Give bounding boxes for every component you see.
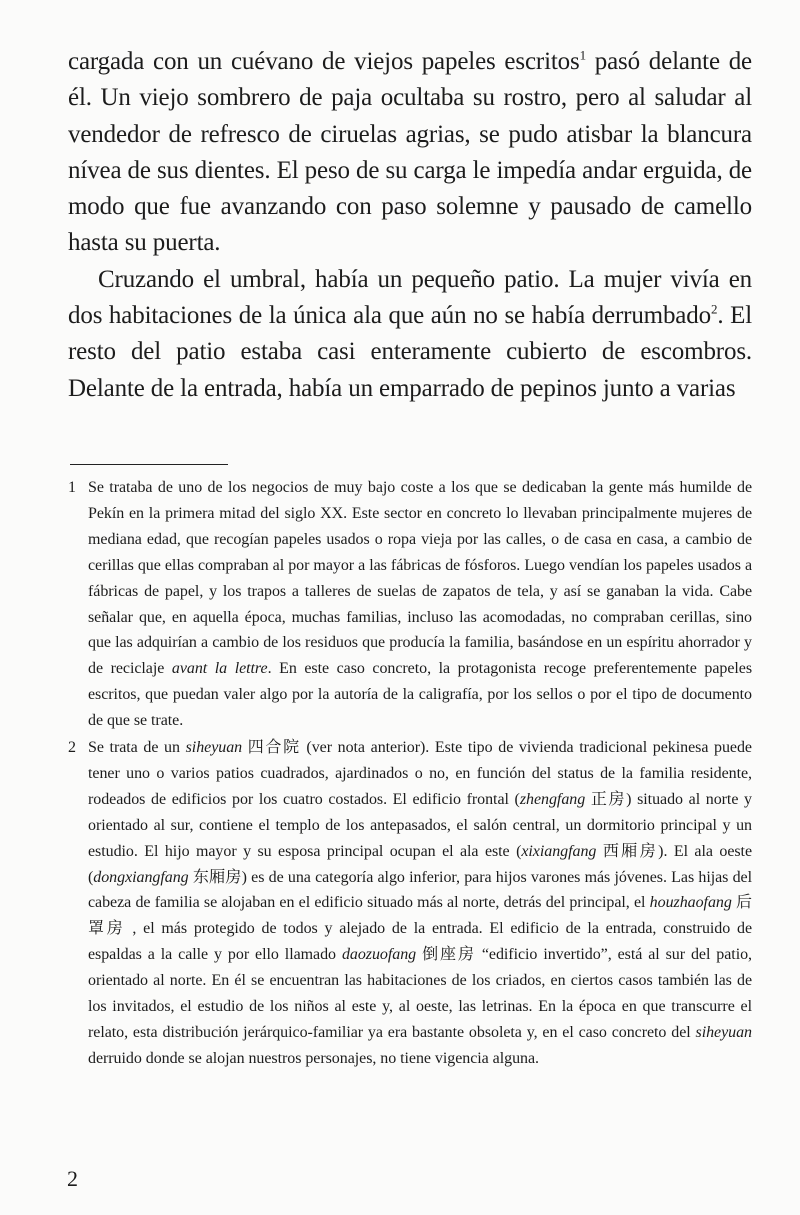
- footnote-2-italic-3: xixiangfang: [521, 842, 597, 860]
- footnote-1-text-b: . En este caso concreto, la protagonista recoge preferentemente papeles escritos, que puedan valer algo por la autoría de la caligrafía, por los sellos o por el tipo de documento de que se trate.: [88, 660, 752, 730]
- footnote-ref-1: 1: [579, 47, 586, 63]
- footnote-1-text-a: Se trataba de uno de los negocios de muy bajo coste a los que se dedicaban la gente más humilde de Pekín en la primera mitad del siglo XX. Este sector en concreto lo llevaban principalmente mujeres de mediana edad, que recogían papeles usados o ropa vieja por las calles, o de casa en casa, a cambio de cerillas que ellas compraban al por mayor a las fábricas de fósforos. Luego vendían los papeles usados a fábricas de papel, y los trapos a talleres de suelas de zapatos de tela, y así se ganaban la vida. Cabe señalar que, en aquella época, muchas familias, incluso las acomodadas, no compraban cerillas, sino que las adquirían a cambio de los residuos que producía la familia, basándose en un espíritu ahorrador y de reciclaje: [88, 478, 752, 678]
- footnote-2-text-a: Se trata de un: [88, 739, 186, 757]
- footnote-ref-2: 2: [710, 301, 718, 317]
- footnote-2-italic-1: siheyuan: [185, 739, 243, 757]
- footnote-2-italic-2: zhengfang: [519, 790, 586, 808]
- footnote-2-italic-7: siheyuan: [695, 1024, 752, 1041]
- main-text: [68, 44, 752, 407]
- footnote-2-text-c: 正房) situado al norte y orientado al sur, contiene el templo de los antepasados, el salón central, un dormitorio principal y un estudio. El hijo mayor y su esposa principal ocupan el ala este (: [88, 790, 752, 860]
- footnote-2-text-e: 东厢房) es de una categoría algo inferior, para hijos varones más jóvenes. Las hijas del cabeza de familia se alojaban en el edificio situado más al norte, detrás del principal, el: [88, 868, 752, 912]
- paragraph-1: [68, 44, 752, 262]
- footnote-2-italic-5: houzhaofang: [649, 894, 732, 912]
- footnote-1-italic: avant la lettre: [171, 660, 268, 678]
- footnote-2-text-f: 后罩房 , el más protegido de todos y alejado de la entrada. El edificio de la entrada, construido de espaldas a la calle y por ello llamado: [88, 894, 752, 964]
- paragraph-1-text-a: cargada con un cuévano de viejos papeles escritos: [68, 48, 580, 75]
- footnote-2-text-b: 四合院 (ver nota anterior). Este tipo de vivienda tradicional pekinesa puede tener uno o varios patios cuadrados, ajardinados o no, en función del status de la familia residente, rodeados de edificios por los cuatro costados. El edificio frontal (: [88, 739, 752, 808]
- paragraph-2-text-a: Cruzando el umbral, había un pequeño patio. La mujer vivía en dos habitaciones de la única ala que aún no se había derrumbado: [68, 265, 752, 330]
- book-page: [68, 44, 752, 1072]
- footnote-2-italic-4: dongxiangfang: [93, 868, 189, 886]
- page-number: 2: [67, 1166, 78, 1191]
- footnote-2-number: 2: [68, 739, 76, 757]
- footnote-separator: [70, 464, 228, 465]
- footnote-1: [68, 475, 752, 734]
- footnote-2-text-d: 西厢房). El ala oeste (: [88, 842, 753, 886]
- footnotes: [68, 475, 752, 1072]
- paragraph-2-text-b: . El resto del patio estaba casi enteramente cubierto de escombros. Delante de la entrada, había un emparrado de pepinos junto a varias: [68, 302, 753, 402]
- paragraph-2: [68, 262, 752, 407]
- footnote-2: [68, 735, 752, 1072]
- footnote-2-text-h: derruido donde se alojan nuestros personajes, no tiene vigencia alguna.: [88, 1049, 539, 1067]
- footnote-1-number: 1: [68, 478, 76, 496]
- paragraph-1-text-b: pasó delante de él. Un viejo sombrero de paja ocultaba su rostro, pero al saludar al vendedor de refresco de ciruelas agrias, se pudo atisbar la blancura nívea de sus dientes. El peso de su carga le impedía andar erguida, de modo que fue avanzando con paso solemne y pausado de camello hasta su puerta.: [68, 48, 753, 257]
- footnote-2-italic-6: daozuofang: [341, 946, 417, 964]
- footnote-2-text-g: 倒座房 “edificio invertido”, está al sur del patio, orientado al norte. En él se encuentran las habitaciones de los criados, en ciertos casos también las de los invitados, el estudio de los niños al este y, al oeste, las letrinas. En la época en que transcurre el relato, esta distribución jerárquico-familiar ya era bastante obsoleta y, en el caso concreto del: [88, 946, 752, 1041]
